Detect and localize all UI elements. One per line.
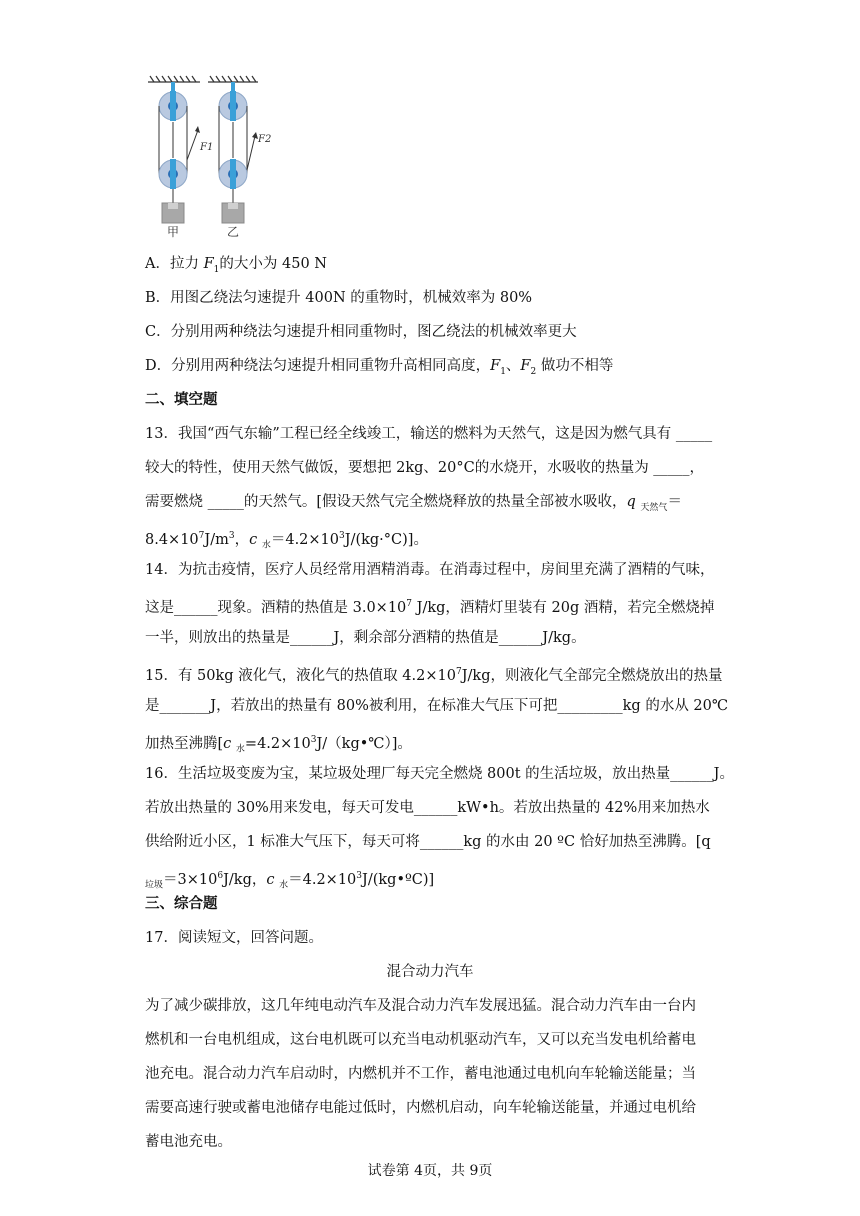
q16-line2: 若放出热量的 30%用来发电，每天可发电______kW•h。若放出热量的 42%用来加热水 (145, 800, 710, 816)
q13-c-sub: 水 (261, 540, 271, 551)
q13-line1: 13．我国“西气东输”工程已经全线竣工，输送的燃料为天然气，这是因为燃气具有 _____ (145, 426, 713, 442)
q15-line2: 是_______J，若放出的热量有 80%被利用，在标准大气压下可把_________kg 的水从 20℃ (145, 698, 729, 714)
option-d-prefix: D．分别用两种绕法匀速提升相同重物升高相同高度， (145, 358, 491, 374)
q15-c-var: c (223, 735, 232, 752)
q17-para-line2: 燃机和一台电机组成，这台电机既可以充当电动机驱动汽车，又可以充当发电机给蓄电 (145, 1032, 696, 1048)
q15-line1 (145, 662, 722, 686)
q13-q-var: q (626, 494, 636, 510)
option-d-f1sub: 1 (500, 366, 506, 377)
q17-intro: 17．阅读短文，回答问题。 (145, 930, 323, 946)
q16-line4 (145, 866, 434, 896)
q15-exp1: 7 (455, 667, 462, 677)
option-a-prefix: A．拉力 (145, 256, 204, 272)
q13-line4-c: ， (234, 531, 250, 548)
q13-line3-b: ＝ (667, 494, 682, 510)
q13-line4-b: J/m (204, 531, 229, 548)
q17-passage-title: 混合动力汽车 (386, 964, 474, 980)
q14-line3: 一半，则放出的热量是______J，剩余部分酒精的热值是______J/kg。 (145, 630, 586, 646)
q16-exp2: 3 (356, 871, 363, 881)
q13-line2: 较大的特性，使用天然气做饭，要想把 2kg、20°C的水烧开，水吸收的热量为 _____， (145, 460, 705, 476)
q14-line2-a: 这是______现象。酒精的热值是 3.0×10 (145, 599, 407, 616)
label-yi: 乙 (227, 225, 240, 239)
q13-line4-e: J/(kg·°C)]。 (344, 531, 428, 548)
pulley-system-jia (159, 82, 200, 223)
option-d-sep: 、 (505, 358, 521, 374)
label-f2: F2 (258, 134, 272, 145)
option-d (145, 356, 613, 382)
q13-line4-d: ＝4.2×10 (270, 531, 340, 548)
q16-c-var: c (266, 871, 275, 888)
q16-line4-b: J/kg， (223, 871, 267, 888)
q15-line3 (145, 730, 412, 760)
q15-line3-b: =4.2×10 (244, 735, 311, 752)
option-a-var: F (203, 256, 214, 272)
option-a (145, 254, 327, 280)
section-heading-fill-blank: 二、填空题 (145, 392, 218, 408)
option-d-rest: 做功不相等 (536, 358, 614, 374)
q14-exp: 7 (406, 599, 413, 609)
q16-q-sub: 垃圾 (145, 880, 164, 891)
q15-line1-a: 15．有 50kg 液化气，液化气的热值取 4.2×10 (145, 667, 456, 684)
q13-q-sub: 天然气 (640, 502, 668, 513)
q17-para-line3: 池充电。混合动力汽车启动时，内燃机并不工作，蓄电池通过电机向车轮输送能量；当 (145, 1066, 696, 1082)
q16-line4-a: ＝3×10 (163, 871, 218, 888)
pulley-figure (140, 70, 280, 240)
option-c: C．分别用两种绕法匀速提升相同重物时，图乙绕法的机械效率更大 (145, 324, 577, 340)
q16-exp1: 6 (217, 871, 224, 881)
q14-line1: 14．为抗击疫情，医疗人员经常用酒精消毒。在消毒过程中，房间里充满了酒精的气味， (145, 562, 715, 578)
pulley-diagram (140, 70, 280, 240)
q17-para-line1: 为了减少碳排放，这几年纯电动汽车及混合动力汽车发展迅猛。混合动力汽车由一台内 (145, 998, 696, 1014)
section-heading-comprehensive: 三、综合题 (145, 896, 218, 912)
q16-line4-d: ＝4.2×10 (288, 871, 357, 888)
option-d-f2sub: 2 (530, 366, 537, 377)
option-b: B．用图乙绕法匀速提升 400N 的重物时，机械效率为 80% (145, 290, 533, 306)
label-jia: 甲 (167, 225, 180, 239)
q14-line2-b: J/kg，酒精灯里装有 20g 酒精，若完全燃烧掉 (412, 599, 715, 616)
q16-c-sub: 水 (279, 880, 289, 891)
q15-exp2: 3 (310, 735, 317, 745)
q14-line2 (145, 594, 714, 618)
q13-line3 (145, 492, 682, 518)
q15-c-sub: 水 (235, 744, 245, 755)
q15-line3-a: 加热至沸腾[ (145, 735, 224, 752)
q15-line1-b: J/kg，则液化气全部完全燃烧放出的热量 (461, 667, 723, 684)
option-d-f2: F (520, 358, 531, 374)
option-d-f1: F (490, 358, 501, 374)
q13-line4 (145, 526, 428, 556)
q16-line1: 16．生活垃圾变废为宝，某垃圾处理厂每天完全燃烧 800t 的生活垃圾，放出热量______J。 (145, 766, 734, 782)
option-a-sub: 1 (213, 264, 220, 275)
q13-exp2: 3 (228, 531, 235, 541)
ceiling-right (208, 76, 258, 82)
q13-exp3: 3 (339, 531, 345, 541)
q17-para-line5: 蓄电池充电。 (145, 1134, 232, 1150)
q16-line4-e: J/(kg•ºC)] (362, 871, 435, 888)
q17-para-line4: 需要高速行驶或蓄电池储存电能过低时，内燃机启动，向车轮输送能量，并通过电机给 (145, 1100, 696, 1116)
q16-line3: 供给附近小区，1 标准大气压下，每天可将______kg 的水由 20 ºC 恰好加热至沸腾。[q (145, 834, 711, 850)
page-footer: 试卷第 4页，共 9页 (367, 1163, 493, 1179)
q15-line3-d: J/（kg•℃）]。 (316, 735, 412, 752)
q13-c-var: c (249, 531, 258, 548)
q13-line4-a: 8.4×10 (145, 531, 199, 548)
option-a-rest: 的大小为 450 N (219, 256, 327, 272)
q13-line3-a: 需要燃烧 _____的天然气。[假设天然气完全燃烧释放的热量全部被水吸收， (145, 494, 627, 510)
pulley-system-yi (219, 82, 258, 223)
label-f1: F1 (200, 142, 214, 153)
q13-exp1: 7 (198, 531, 205, 541)
ceiling-left (148, 76, 200, 82)
